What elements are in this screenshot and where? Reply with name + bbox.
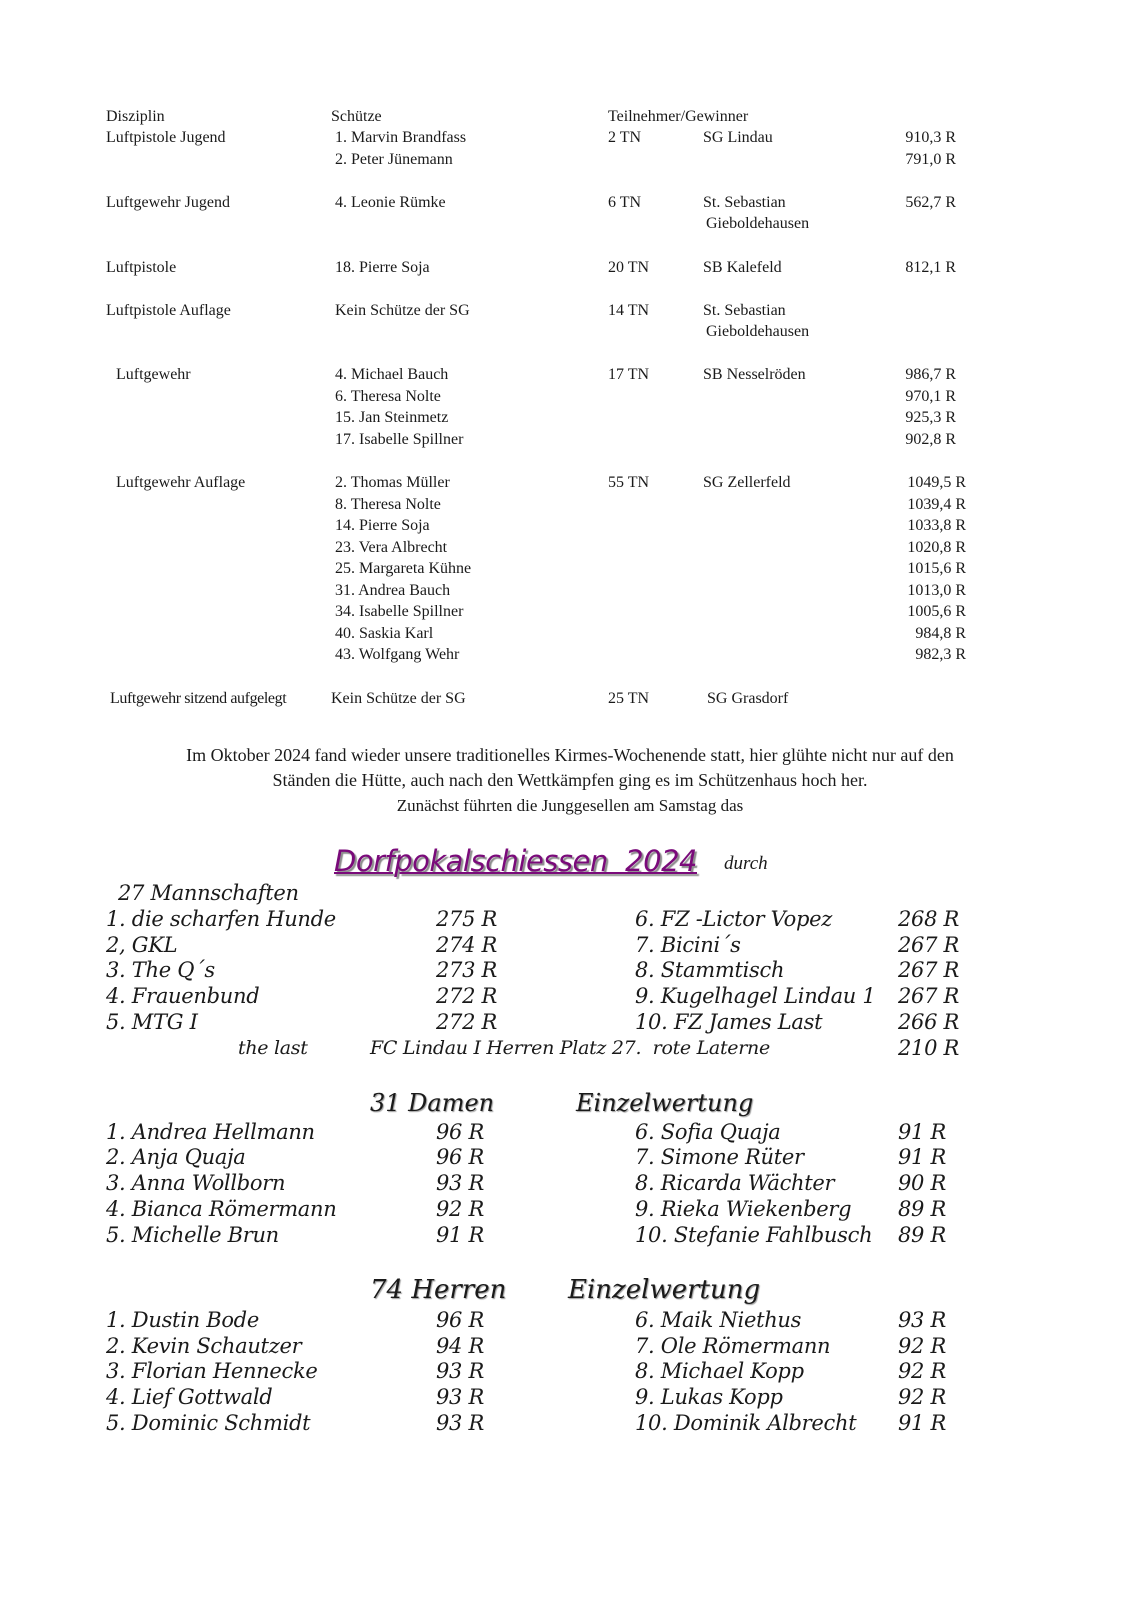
shooter-score: 1015,6 R — [907, 560, 966, 577]
herren-score: 93 R — [436, 1385, 485, 1409]
header-shooter: Schütze — [331, 108, 382, 125]
shooter-score: 902,8 R — [905, 431, 956, 448]
damen-score: 91 R — [898, 1145, 947, 1169]
damen-name: 5. Michelle Brun — [106, 1223, 279, 1247]
herren-name: 1. Dustin Bode — [106, 1308, 259, 1332]
team-score: 272 R — [436, 984, 498, 1008]
shooter-score: 812,1 R — [905, 259, 956, 276]
winner-club: SG Zellerfeld — [703, 474, 791, 491]
herren-name: 3. Florian Hennecke — [106, 1359, 318, 1383]
shooter-name: 6. Theresa Nolte — [335, 388, 441, 405]
winner-club-line2: Gieboldehausen — [706, 323, 810, 340]
damen-name: 4. Bianca Römermann — [106, 1197, 337, 1221]
winner-club-line2: Gieboldehausen — [706, 215, 810, 232]
winner-club: St. Sebastian — [703, 302, 786, 319]
shooter-name: 23. Vera Albrecht — [335, 539, 448, 556]
shooter-score: 925,3 R — [905, 409, 956, 426]
shooter-name: 8. Theresa Nolte — [335, 496, 441, 513]
damen-subheading: Einzelwertung — [576, 1089, 754, 1117]
discipline-label: Luftpistole Jugend — [106, 129, 226, 146]
damen-name: 6. Sofia Quaja — [635, 1120, 781, 1144]
team-name: 1. die scharfen Hunde — [106, 907, 336, 931]
participant-count: 17 TN — [608, 366, 650, 383]
herren-score: 94 R — [436, 1334, 485, 1358]
participant-count: 6 TN — [608, 194, 642, 211]
participant-count: 2 TN — [608, 129, 642, 146]
shooter-name: 43. Wolfgang Wehr — [335, 646, 460, 663]
shooter-score: 986,7 R — [905, 366, 956, 383]
winner-club: SG Lindau — [703, 129, 773, 146]
damen-score: 91 R — [436, 1223, 485, 1247]
shooter-score: 984,8 R — [915, 625, 966, 642]
team-score: 267 R — [898, 958, 960, 982]
discipline-label: Luftgewehr Jugend — [106, 194, 230, 211]
intro-line-1: Im Oktober 2024 fand wieder unsere traditionelles Kirmes-Wochenende statt, hier glühte nicht nur auf den — [186, 745, 954, 765]
shooter-score: 1033,8 R — [907, 517, 966, 534]
herren-subheading: Einzelwertung — [568, 1275, 761, 1305]
damen-name: 10. Stefanie Fahlbusch — [635, 1223, 873, 1247]
herren-name: 8. Michael Kopp — [635, 1359, 804, 1383]
herren-score: 96 R — [436, 1308, 485, 1332]
damen-name: 1. Andrea Hellmann — [106, 1120, 315, 1144]
herren-name: 7. Ole Römermann — [635, 1334, 831, 1358]
discipline-label: Luftpistole Auflage — [106, 302, 231, 319]
herren-heading: 74 Herren — [370, 1275, 507, 1305]
damen-name: 7. Simone Rüter — [635, 1145, 804, 1169]
herren-score: 92 R — [898, 1334, 947, 1358]
team-score: 272 R — [436, 1010, 498, 1034]
winner-club: St. Sebastian — [703, 194, 786, 211]
herren-score: 92 R — [898, 1385, 947, 1409]
herren-score: 93 R — [436, 1411, 485, 1435]
shooter-score: 562,7 R — [905, 194, 956, 211]
shooter-name: 25. Margareta Kühne — [335, 560, 472, 577]
team-name: 7. Bicini´s — [635, 933, 741, 957]
damen-name: 3. Anna Wollborn — [106, 1171, 286, 1195]
participant-count: 20 TN — [608, 259, 650, 276]
damen-name: 8. Ricarda Wächter — [635, 1171, 835, 1195]
shooter-name: 14. Pierre Soja — [335, 517, 430, 534]
team-score: 274 R — [436, 933, 498, 957]
team-score: 267 R — [898, 984, 960, 1008]
team-score: 275 R — [436, 907, 498, 931]
teams-heading: 27 Mannschaften — [118, 881, 299, 905]
shooter-name: Kein Schütze der SG — [335, 302, 470, 319]
shooter-score: 1049,5 R — [907, 474, 966, 491]
shooter-score: 1005,6 R — [907, 603, 966, 620]
shooter-name: 34. Isabelle Spillner — [335, 603, 464, 620]
damen-score: 96 R — [436, 1120, 485, 1144]
herren-name: 4. Lief Gottwald — [106, 1385, 273, 1409]
shooter-name: 4. Michael Bauch — [335, 366, 449, 383]
shooter-score: 1020,8 R — [907, 539, 966, 556]
intro-line-2: Ständen die Hütte, auch nach den Wettkämpfen ging es im Schützenhaus hoch her. — [272, 770, 868, 790]
team-name: 4. Frauenbund — [106, 984, 260, 1008]
team-score: 273 R — [436, 958, 498, 982]
damen-score: 89 R — [898, 1223, 947, 1247]
damen-score: 92 R — [436, 1197, 485, 1221]
winner-club: SB Nesselröden — [703, 366, 806, 383]
winner-club: SG Grasdorf — [707, 690, 789, 707]
shooter-name: 40. Saskia Karl — [335, 625, 434, 642]
shooter-score: 910,3 R — [905, 129, 956, 146]
discipline-label: Luftgewehr — [116, 366, 191, 383]
shooter-name: 1. Marvin Brandfass — [335, 129, 467, 146]
shooter-name: 4. Leonie Rümke — [335, 194, 446, 211]
participant-count: 25 TN — [608, 690, 650, 707]
shooter-score: 791,0 R — [905, 151, 956, 168]
discipline-label: Luftpistole — [106, 259, 177, 276]
shooter-name: 31. Andrea Bauch — [335, 582, 451, 599]
herren-name: 10. Dominik Albrecht — [635, 1411, 857, 1435]
damen-score: 90 R — [898, 1171, 947, 1195]
team-name: 10. FZ James Last — [635, 1010, 823, 1034]
dorfpokal-title-suffix: durch — [724, 853, 768, 874]
shooter-score: 970,1 R — [905, 388, 956, 405]
herren-score: 93 R — [436, 1359, 485, 1383]
team-score: 267 R — [898, 933, 960, 957]
shooter-score: 982,3 R — [915, 646, 966, 663]
team-name: 3. The Q´s — [106, 958, 215, 982]
discipline-label: Luftgewehr Auflage — [116, 474, 246, 491]
dorfpokal-title: Dorfpokalschiessen 2024 — [334, 844, 697, 878]
damen-score: 93 R — [436, 1171, 485, 1195]
herren-score: 91 R — [898, 1411, 947, 1435]
team-name: 8. Stammtisch — [635, 958, 785, 982]
winner-club: SB Kalefeld — [703, 259, 782, 276]
damen-score: 91 R — [898, 1120, 947, 1144]
last-place-team: FC Lindau I Herren Platz 27. rote Laterne — [370, 1037, 770, 1059]
team-score: 266 R — [898, 1010, 960, 1034]
herren-name: 5. Dominic Schmidt — [106, 1411, 311, 1435]
herren-name: 9. Lukas Kopp — [635, 1385, 783, 1409]
last-place-score: 210 R — [898, 1036, 960, 1060]
team-name: 2, GKL — [106, 933, 178, 957]
herren-name: 2. Kevin Schautzer — [106, 1334, 302, 1358]
damen-score: 89 R — [898, 1197, 947, 1221]
damen-name: 2. Anja Quaja — [106, 1145, 246, 1169]
intro-line-3: Zunächst führten die Junggesellen am Samstag das — [396, 796, 744, 815]
shooter-name: 18. Pierre Soja — [335, 259, 430, 276]
shooter-score: 1013,0 R — [907, 582, 966, 599]
team-name: 9. Kugelhagel Lindau 1 — [635, 984, 876, 1008]
header-discipline: Disziplin — [106, 108, 165, 125]
damen-name: 9. Rieka Wiekenberg — [635, 1197, 852, 1221]
participant-count: 55 TN — [608, 474, 650, 491]
shooter-name: Kein Schütze der SG — [331, 690, 466, 707]
shooter-name: 17. Isabelle Spillner — [335, 431, 464, 448]
herren-score: 92 R — [898, 1359, 947, 1383]
herren-name: 6. Maik Niethus — [635, 1308, 802, 1332]
team-score: 268 R — [898, 907, 960, 931]
discipline-label: Luftgewehr sitzend aufgelegt — [110, 690, 287, 707]
damen-score: 96 R — [436, 1145, 485, 1169]
shooter-score: 1039,4 R — [907, 496, 966, 513]
herren-score: 93 R — [898, 1308, 947, 1332]
header-participants: Teilnehmer/Gewinner — [608, 108, 749, 125]
participant-count: 14 TN — [608, 302, 650, 319]
shooter-name: 15. Jan Steinmetz — [335, 409, 449, 426]
shooter-name: 2. Thomas Müller — [335, 474, 450, 491]
damen-heading: 31 Damen — [370, 1089, 495, 1117]
team-name: 5. MTG I — [106, 1010, 198, 1034]
team-name: 6. FZ -Lictor Vopez — [635, 907, 832, 931]
shooter-name: 2. Peter Jünemann — [335, 151, 453, 168]
last-place-label: the last — [238, 1037, 308, 1059]
